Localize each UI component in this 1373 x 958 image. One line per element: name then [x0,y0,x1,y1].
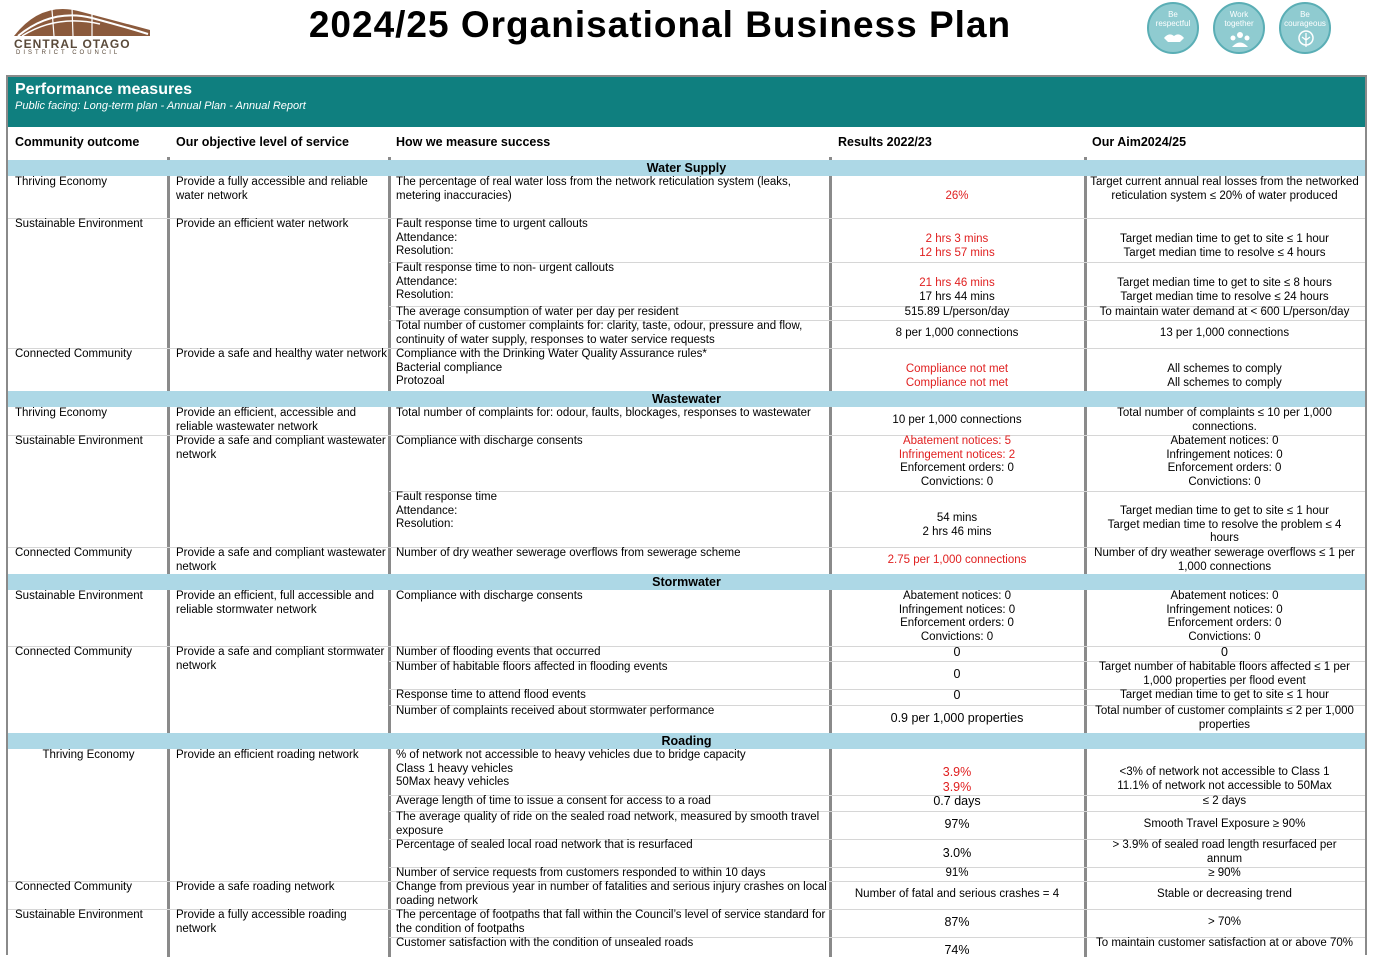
aim-cell: Target median time to get to site ≤ 1 hour [1120,689,1329,701]
result-cell [830,765,1084,795]
result-line: 2 hrs 3 mins [925,233,989,245]
result-cell: 26% [945,190,969,202]
objective-cell: Provide a safe and healthy water network [176,348,387,360]
council-logo [12,2,152,56]
outcome-cell: Sustainable Environment [15,909,143,921]
measure-line: Fault response time to non- urgent callouts [396,262,614,274]
values-badges [1143,0,1333,56]
objective-cell: Provide an efficient, accessible and reliable wastewater network [176,407,357,433]
outcome-cell: Sustainable Environment [15,435,143,447]
table-row [8,348,1365,391]
measure-cell: Customer satisfaction with the condition of unsealed roads [396,937,694,949]
result-line: Infringement notices: 2 [898,448,1016,461]
measure-cell: Compliance with discharge consents [396,590,583,602]
aim-line: Target median time to resolve ≤ 24 hours [1120,290,1329,303]
aim-cell: > 3.9% of sealed road length resurfaced per annum [1112,839,1337,865]
col-header-outcome: Community outcome [15,135,140,149]
measure-cell: The percentage of footpaths that fall within the Council’s level of service standard for the condition of footpaths [396,909,826,935]
result-cell: 2.75 per 1,000 connections [887,554,1027,566]
result-cell: 0.9 per 1,000 properties [890,712,1024,725]
outcome-cell: Connected Community [15,646,132,658]
table-row [8,689,1365,705]
table-row [8,320,1365,348]
table-row [8,218,1365,262]
aim-cell: ≥ 90% [1208,867,1241,879]
result-line: 17 hrs 44 mins [919,290,995,303]
measure-cell: Number of flooding events that occurred [396,646,601,658]
result-cell [830,435,1084,490]
aim-cell: 13 per 1,000 connections [1159,327,1290,339]
table-header-row [8,129,1365,157]
measure-line: Attendance: [396,504,458,517]
outcome-cell: Thriving Economy [42,749,135,761]
result-cell: 74% [944,944,970,957]
measure-cell [389,348,830,389]
table-row [8,491,1365,547]
measure-cell: Average length of time to issue a consent for access to a road [396,795,711,807]
aim-cell [1084,505,1365,546]
aim-cell: ≤ 2 days [1202,795,1247,807]
measure-cell: Compliance with discharge consents [396,435,583,447]
objective-cell: Provide a safe roading network [176,881,335,893]
objective-cell: Provide an efficient, full accessible and reliable stormwater network [176,590,374,616]
aim-line: Infringement notices: 0 [1166,603,1283,616]
page-title: 2024/25 Organisational Business Plan [308,4,1012,45]
table-row [8,262,1365,306]
table-row [8,590,1365,646]
aim-cell: Smooth Travel Exposure ≥ 90% [1143,818,1306,830]
measure-cell: Total number of customer complaints for: clarity, taste, odour, pressure and flow, continuity of water supply, responses to water service requests [396,320,803,346]
measure-cell: Change from previous year in number of fatalities and serious injury crashes on local roading network [396,881,827,907]
result-line: Infringement notices: 0 [898,603,1016,616]
result-line: 2 hrs 46 mins [922,525,992,538]
table-row [8,407,1365,435]
result-cell: 8 per 1,000 connections [895,327,1019,339]
result-line: 3.9% [942,765,972,779]
table-row [8,867,1365,881]
outcome-cell: Thriving Economy [15,407,108,419]
objective-cell: Provide a fully accessible roading network [176,909,347,935]
measure-cell: Total number of complaints for: odour, faults, blockages, responses to wastewater [396,407,811,419]
table-row [8,795,1365,811]
aim-line: Target median time to get to site ≤ 8 hours [1117,277,1332,289]
measure-cell: The percentage of real water loss from the network reticulation system (leaks, metering inaccuracies) [396,176,792,202]
measure-cell [389,749,830,790]
outcome-cell: Connected Community [15,348,132,360]
aim-line: All schemes to comply [1167,376,1282,389]
handshake-icon [1163,30,1185,44]
result-cell: 0.7 days [933,795,981,808]
logo-subtitle: DISTRICT COUNCIL [16,50,121,56]
col-header-aim: Our Aim2024/25 [1092,135,1187,149]
measure-line: Bacterial compliance [396,361,503,374]
result-cell: Number of fatal and serious crashes = 4 [854,888,1060,900]
objective-cell: Provide an efficient water network [176,218,349,230]
aim-cell [1084,766,1365,793]
result-line: Compliance not met [905,363,1009,375]
col-header-objective: Our objective level of service [176,135,349,149]
aim-cell: Total number of complaints ≤ 10 per 1,000 connections. [1117,407,1332,433]
performance-measures-panel [6,75,1367,955]
table-row [8,937,1365,957]
aim-line: Enforcement orders: 0 [1167,462,1282,475]
table-row [8,749,1365,795]
measure-line: Class 1 heavy vehicles [396,762,513,775]
result-cell: 0 [953,689,961,702]
col-header-results: Results 2022/23 [838,135,932,149]
outcome-cell: Connected Community [15,547,132,559]
badge-line1: Be [1300,10,1310,19]
measure-cell: The average consumption of water per day per resident [396,306,679,318]
col-header-measure: How we measure success [396,135,551,149]
section-wastewater: Wastewater [8,391,1365,407]
result-cell: 0 [953,646,961,659]
result-cell: 3.0% [942,847,972,860]
badge-line1: Be [1168,10,1178,19]
measure-line: Fault response time [396,491,497,503]
result-cell: 515.89 L/person/day [904,306,1010,318]
result-cell: 0 [953,668,961,681]
result-line: Abatement notices: 5 [902,435,1012,447]
badge-line2: respectful [1155,19,1191,28]
table-row [8,881,1365,909]
hills-icon [12,2,152,38]
aim-cell: > 70% [1208,916,1241,928]
aim-cell [1084,233,1365,260]
objective-cell: Provide a fully accessible and reliable water network [176,176,368,202]
result-line: 54 mins [936,512,978,524]
aim-cell: To maintain customer satisfaction at or above 70% [1096,937,1353,949]
value-badge-courageous [1279,2,1331,54]
aim-cell: Total number of customer complaints ≤ 2 per 1,000 properties [1095,705,1354,731]
table-row [8,306,1365,320]
aim-line: Convictions: 0 [1188,631,1261,644]
objective-cell: Provide a safe and compliant wastewater network [176,547,386,573]
measure-line: Protozoal [396,375,445,388]
page-header [0,0,1373,72]
result-line: Enforcement orders: 0 [900,617,1014,630]
aim-cell [1084,363,1365,390]
result-line: Abatement notices: 0 [902,590,1012,602]
panel-subtitle: Public facing: Long-term plan - Annual Plan - Annual Report [15,100,306,112]
measure-line: Compliance with the Drinking Water Quality Assurance rules* [396,348,707,360]
result-cell [830,233,1084,260]
aim-line: <3% of network not accessible to Class 1 [1119,766,1330,778]
objective-cell: Provide a safe and compliant wastewater network [176,435,386,461]
result-line: Compliance not met [905,376,1009,389]
measure-line: Fault response time to urgent callouts [396,218,588,230]
measure-cell: Number of service requests from customers responded to within 10 days [396,867,766,879]
badge-line2: together [1224,19,1254,28]
aim-cell [1084,590,1365,645]
section-water-supply: Water Supply [8,160,1365,176]
table-row [8,435,1365,491]
aim-line: Infringement notices: 0 [1166,448,1283,461]
aim-cell: 0 [1221,646,1228,659]
result-cell [830,590,1084,645]
result-cell: 10 per 1,000 connections [892,414,1022,426]
result-line: Convictions: 0 [920,631,994,644]
result-cell [830,277,1084,304]
section-stormwater: Stormwater [8,574,1365,590]
result-line: Enforcement orders: 0 [900,462,1014,475]
aim-line: 11.1% of network not accessible to 50Max [1117,779,1332,792]
aim-line: Abatement notices: 0 [1170,590,1279,602]
result-line: 12 hrs 57 mins [919,246,995,259]
table-row [8,839,1365,867]
tree-icon [1295,30,1317,48]
measure-line: Attendance: [396,231,458,244]
aim-line: Convictions: 0 [1188,476,1261,489]
table-row [8,661,1365,689]
panel-title: Performance measures [15,81,192,98]
table-row [8,547,1365,574]
measure-cell: Percentage of sealed local road network that is resurfaced [396,839,693,851]
measure-line: Attendance: [396,275,458,288]
table-row [8,909,1365,937]
measure-cell: Number of dry weather sewerage overflows from sewerage scheme [396,547,741,559]
aim-line: Enforcement orders: 0 [1167,617,1282,630]
value-badge-respectful [1147,2,1199,54]
measure-line: Resolution: [396,245,454,258]
result-line: Convictions: 0 [920,476,994,489]
aim-line: Target median time to resolve ≤ 4 hours [1123,246,1326,259]
outcome-cell: Sustainable Environment [15,590,143,602]
measure-cell: Number of complaints received about stormwater performance [396,705,715,717]
value-badge-together [1213,2,1265,54]
aim-line: Target median time to get to site ≤ 1 hour [1120,505,1329,517]
panel-header [8,77,1365,127]
outcome-cell: Connected Community [15,881,132,893]
measure-cell: Number of habitable floors affected in flooding events [396,661,668,673]
measure-cell [389,218,830,259]
outcome-cell: Thriving Economy [15,176,108,188]
result-cell [830,512,1084,539]
objective-cell: Provide an efficient roading network [176,749,359,761]
measure-line: 50Max heavy vehicles [396,776,510,789]
result-cell [830,363,1084,390]
measure-cell [389,491,830,532]
result-line: 21 hrs 46 mins [919,277,995,289]
measure-line: Resolution: [396,289,454,302]
logo-name: CENTRAL OTAGO [14,37,131,51]
measure-cell: The average quality of ride on the sealed road network, measured by smooth travel exposure [396,811,820,837]
aim-cell [1084,277,1365,304]
aim-cell: Target number of habitable floors affected ≤ 1 per 1,000 properties per flood event [1099,661,1350,687]
measure-line: % of network not accessible to heavy vehicles due to bridge capacity [396,749,746,761]
aim-line: Abatement notices: 0 [1170,435,1279,447]
outcome-cell: Sustainable Environment [15,218,143,230]
aim-line: All schemes to comply [1167,363,1282,375]
section-roading: Roading [8,733,1365,749]
result-line: 3.9% [942,780,972,794]
measure-cell [389,262,830,303]
result-cell: 97% [944,818,970,831]
aim-line: Target median time to get to site ≤ 1 hour [1120,233,1329,245]
badge-line1: Work [1229,10,1249,19]
badge-line2: courageous [1284,19,1326,28]
people-icon [1229,30,1251,48]
aim-cell [1084,435,1365,490]
result-cell: 91% [945,867,969,879]
aim-cell: Target current annual real losses from the networked reticulation system ≤ 20% of water produced [1090,176,1359,202]
table-row [8,176,1365,218]
aim-cell: Stable or decreasing trend [1157,888,1292,900]
table-row [8,705,1365,733]
aim-line: Target median time to resolve the problem ≤ 4 hours [1107,518,1342,545]
objective-cell: Provide a safe and compliant stormwater network [176,646,385,672]
result-cell: 87% [944,916,970,929]
aim-cell: To maintain water demand at < 600 L/person/day [1099,306,1350,318]
measure-line: Resolution: [396,518,454,531]
aim-cell: Number of dry weather sewerage overflows ≤ 1 per 1,000 connections [1094,547,1355,573]
measure-cell: Response time to attend flood events [396,689,586,701]
table-row [8,811,1365,839]
